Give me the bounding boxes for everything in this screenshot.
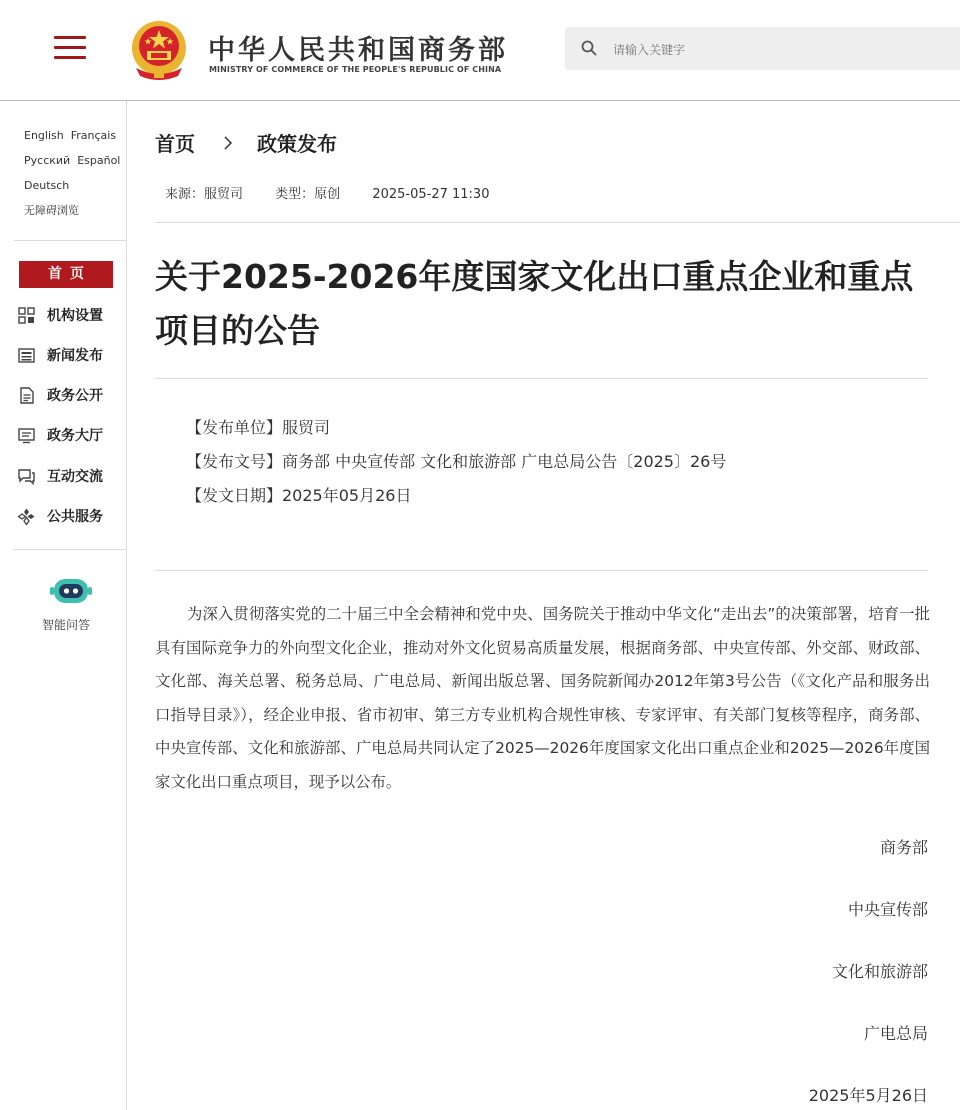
- grid-icon: [18, 307, 35, 324]
- sidebar-home-button[interactable]: 首页: [19, 261, 113, 288]
- info-doc-number: 【发布文号】商务部 中央宣传部 文化和旅游部 广电总局公告〔2025〕26号: [186, 452, 727, 471]
- sidebar-divider: [14, 549, 126, 550]
- chevron-right-icon: [221, 135, 235, 151]
- assistant-label[interactable]: 智能问答: [42, 618, 91, 632]
- site-name-english: MINISTRY OF COMMERCE OF THE PEOPLE'S REPUBLIC OF CHINA: [209, 65, 502, 74]
- lang-french[interactable]: Français: [70, 129, 117, 142]
- hamburger-menu-icon[interactable]: [54, 36, 86, 60]
- title-divider: [155, 378, 928, 379]
- article-meta: [165, 183, 517, 202]
- site-header: [0, 0, 960, 101]
- sidebar-item-public-service[interactable]: [18, 505, 124, 527]
- sidebar-divider: [14, 240, 126, 241]
- lang-spanish[interactable]: Español: [77, 154, 121, 167]
- signature-publicity: 中央宣传部: [847, 900, 928, 919]
- sidebar-item-news[interactable]: [18, 344, 124, 366]
- monitor-icon: [18, 427, 35, 444]
- sidebar-item-label: 政务大厅: [47, 428, 103, 444]
- signature-date: 2025年5月26日: [808, 1086, 928, 1105]
- sidebar-item-label: 政务公开: [47, 388, 103, 404]
- info-publisher: 【发布单位】服贸司: [186, 418, 331, 437]
- search-input[interactable]: [611, 37, 945, 62]
- search-icon[interactable]: [581, 40, 597, 56]
- lang-english[interactable]: English: [24, 129, 64, 142]
- meta-divider: [155, 222, 960, 223]
- sidebar-item-service-hall[interactable]: [18, 424, 124, 446]
- meta-type: 类型：原创: [275, 187, 341, 202]
- newspaper-icon: [18, 347, 35, 364]
- lang-russian[interactable]: Русский: [24, 154, 71, 167]
- sidebar-item-public-affairs[interactable]: [18, 384, 124, 406]
- accessibility-link[interactable]: 无障碍浏览: [24, 204, 79, 217]
- signature-culture-tourism: 文化和旅游部: [831, 962, 928, 981]
- service-icon: [18, 508, 35, 525]
- info-divider: [155, 570, 928, 571]
- sidebar-item-label: 机构设置: [47, 308, 103, 324]
- article-body: 为深入贯彻落实党的二十届三中全会精神和党中央、国务院关于推动中华文化“走出去”的决策部署，培育一批具有国际竞争力的外向型文化企业，推动对外文化贸易高质量发展，根据商务部、中央宣传部、外交部、财政部、文化部、海关总署、税务总局、广电总局、新闻出版总署、国务院新闻办2012年第3号公告（《文化产品和服务出口指导目录》），经企业申报、省市初审、第三方专业机构合规性审核、专家评审、有关部门复核等程序，商务部、中央宣传部、文化和旅游部、广电总局共同认定了2025—2026年度国家文化出口重点企业和2025—2026年度国家文化出口重点项目，现予以公布。: [155, 605, 930, 791]
- breadcrumb-current[interactable]: 政策发布: [257, 132, 337, 156]
- robot-assistant-icon[interactable]: [50, 576, 92, 606]
- signature-commerce: 商务部: [879, 838, 928, 857]
- national-emblem-logo[interactable]: [130, 18, 188, 82]
- language-links: [24, 123, 124, 223]
- site-name: 中华人民共和国商务部: [208, 35, 508, 66]
- sidebar-item-label: 互动交流: [47, 469, 103, 485]
- meta-datetime: 2025-05-27 11:30: [372, 187, 490, 202]
- meta-source: 来源：服贸司: [165, 187, 244, 202]
- article-info: [186, 411, 726, 513]
- document-icon: [18, 387, 35, 404]
- sidebar-item-interaction[interactable]: [18, 465, 124, 487]
- article-title: 关于2025-2026年度国家文化出口重点企业和重点项目的公告: [155, 257, 914, 350]
- breadcrumb: [155, 128, 337, 157]
- chat-icon: [18, 468, 35, 485]
- sidebar-item-organization[interactable]: [18, 304, 124, 326]
- lang-german[interactable]: Deutsch: [24, 179, 70, 192]
- search-box: [565, 27, 960, 70]
- signature-radio-tv: 广电总局: [863, 1024, 928, 1043]
- left-sidebar: [0, 101, 127, 1110]
- sidebar-item-label: 新闻发布: [47, 348, 103, 364]
- info-issue-date: 【发文日期】2025年05月26日: [186, 486, 412, 505]
- sidebar-item-label: 公共服务: [47, 509, 103, 525]
- breadcrumb-home[interactable]: 首页: [155, 132, 195, 156]
